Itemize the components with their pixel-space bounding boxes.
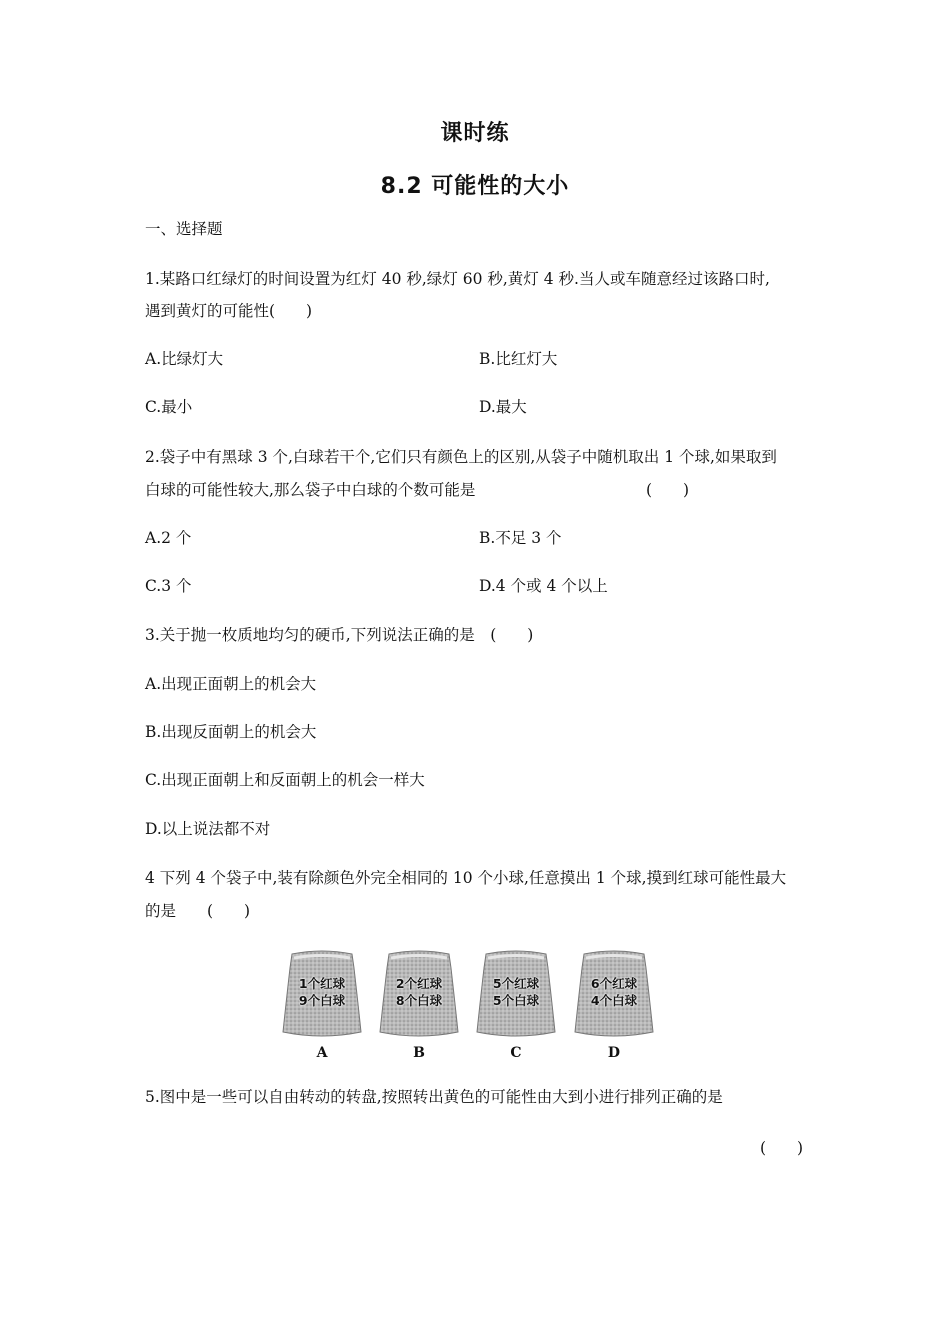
q5-answer-paren: ( ) (760, 1139, 804, 1157)
q4-text-line2: 的是 ( ) (145, 902, 251, 920)
q2-option-c: C.3 个 (145, 577, 192, 595)
q1-text-line1: 1.某路口红绿灯的时间设置为红灯 40 秒,绿灯 60 秒,黄灯 4 秒.当人或车随意经过该路口时, (145, 270, 770, 288)
q3-option-c: C.出现正面朝上和反面朝上的机会一样大 (145, 771, 425, 789)
bag-b-white-count: 8个白球 (395, 993, 443, 1008)
bag-a-label: A (316, 1045, 328, 1061)
q2-option-b: B.不足 3 个 (479, 529, 562, 547)
q2-text-line1: 2.袋子中有黑球 3 个,白球若干个,它们只有颜色上的区别,从袋子中随机取出 1 个球,如果取到 (145, 448, 777, 466)
q3-option-a: A.出现正面朝上的机会大 (145, 675, 317, 693)
bag-a (282, 948, 362, 1066)
bag-c-white-count: 5个白球 (492, 993, 540, 1008)
q2-text-line2: 白球的可能性较大,那么袋子中白球的个数可能是 (145, 481, 476, 499)
bag-c-red-count: 5个红球 (492, 976, 540, 991)
q3-option-b: B.出现反面朝上的机会大 (145, 723, 317, 741)
q1-option-d: D.最大 (479, 398, 527, 416)
q2-answer-paren: ( ) (646, 481, 690, 499)
q1-option-a: A.比绿灯大 (145, 350, 224, 368)
bag-a-white-count: 9个白球 (298, 993, 346, 1008)
bag-d-red-count: 6个红球 (590, 976, 638, 991)
bag-b (379, 948, 459, 1066)
q5-text-line1: 5.图中是一些可以自由转动的转盘,按照转出黄色的可能性由大到小进行排列正确的是 (145, 1088, 723, 1106)
page-title: 课时练 (440, 121, 510, 146)
bag-d-white-count: 4个白球 (590, 993, 638, 1008)
bag-c-label: C (510, 1045, 522, 1061)
q1-option-c: C.最小 (145, 398, 193, 416)
q3-option-d: D.以上说法都不对 (145, 820, 271, 838)
q1-text-line2: 遇到黄灯的可能性( ) (145, 302, 313, 320)
q4-bag-figure (282, 948, 662, 1066)
bag-b-label: B (413, 1045, 425, 1061)
bag-d-label: D (607, 1045, 621, 1061)
bag-b-red-count: 2个红球 (395, 976, 443, 991)
q1-option-b: B.比红灯大 (479, 350, 558, 368)
q3-text-line1: 3.关于抛一枚质地均匀的硬币,下列说法正确的是 ( ) (145, 626, 534, 644)
bag-d (574, 948, 654, 1066)
bag-c (476, 948, 556, 1066)
q2-option-a: A.2 个 (145, 529, 192, 547)
q2-option-d: D.4 个或 4 个以上 (479, 577, 608, 595)
section-heading: 一、选择题 (145, 220, 223, 238)
q4-text-line1: 4 下列 4 个袋子中,装有除颜色外完全相同的 10 个小球,任意摸出 1 个球,摸到红球可能性最大 (145, 869, 787, 887)
bag-a-red-count: 1个红球 (298, 976, 346, 991)
lesson-subtitle: 8.2 可能性的大小 (380, 174, 570, 199)
